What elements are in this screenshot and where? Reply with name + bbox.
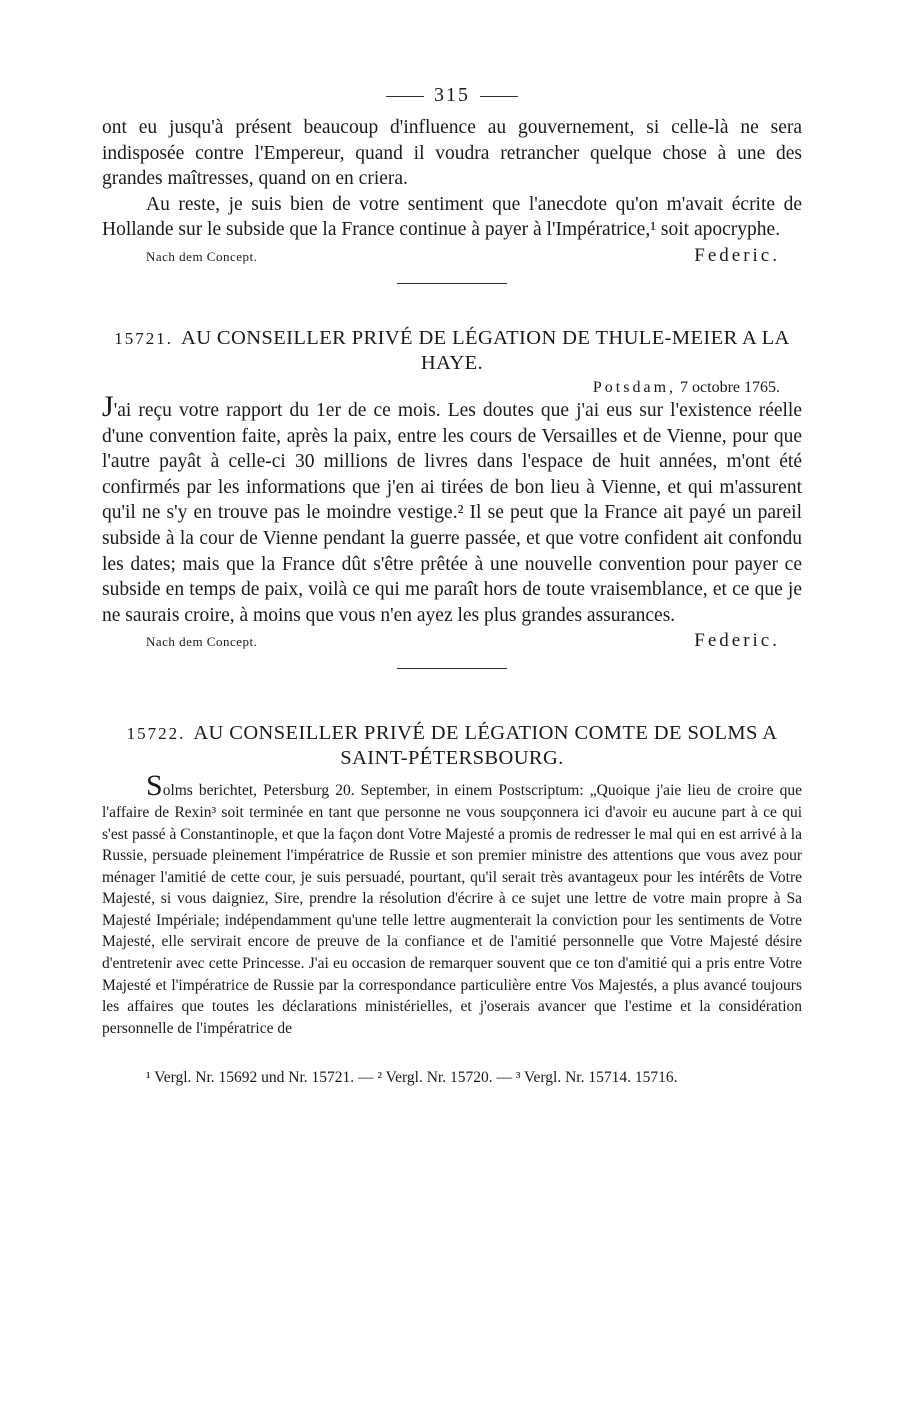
letter-number: 15722. xyxy=(126,724,186,744)
letter-heading-15721 xyxy=(102,326,802,375)
date-place: Potsdam, xyxy=(592,378,677,396)
document-page xyxy=(102,84,802,1105)
letter-title: AU CONSEILLER PRIVÉ DE LÉGATION DE THULE-MEIER A LA HAYE. xyxy=(180,326,790,374)
date-value: 7 octobre 1765. xyxy=(680,378,780,396)
dateline xyxy=(102,379,780,397)
signature: Federic. xyxy=(694,244,780,266)
section-divider xyxy=(397,668,507,669)
drop-cap: J xyxy=(102,389,114,423)
letter-body-15722 xyxy=(102,769,802,1039)
page-number-dash-right xyxy=(480,96,518,97)
signature-line-1 xyxy=(102,245,802,267)
source-note: Nach dem Concept. xyxy=(146,248,258,264)
signature-line-2 xyxy=(102,630,802,652)
continuation-paragraph-2: Au reste, je suis bien de votre sentiment que l'anecdote qu'on m'avait écrite de Hollande sur le subside que la France continue à payer à l'Impératrice,¹ soit apocryphe. xyxy=(102,193,802,241)
page-number-line xyxy=(102,84,802,107)
signature: Federic. xyxy=(694,630,780,652)
letter-heading-15722 xyxy=(102,721,802,770)
page-number-dash-left xyxy=(386,96,424,97)
source-note: Nach dem Concept. xyxy=(146,634,258,650)
drop-cap: S xyxy=(146,769,163,803)
continuation-paragraph: ont eu jusqu'à présent beaucoup d'influence au gouvernement, si celle-là ne sera indisposée contre l'Empereur, quand il voudra retrancher quelque chose à une des grandes maîtresses, quand on en criera. xyxy=(102,117,802,190)
letter-body-15721 xyxy=(102,389,802,628)
letter-title: AU CONSEILLER PRIVÉ DE LÉGATION COMTE DE SOLMS A SAINT-PÉTERSBOURG. xyxy=(193,722,778,770)
section-divider xyxy=(397,283,507,284)
letter-body-text: olms berichtet, Petersburg 20. September, in einem Postscriptum: „Quoique j'aie lieu de croire que l'affaire de Rexin³ soit terminée en tant que personne ne vous soupçonnera ici d'avoir eu aucune part à ce qui s'est passé à Constantinople, et que la façon dont Votre Majesté a promis de redresser le mal qui en est arrivé à la Russie, persuade pleinement l'impératrice de Russie et son premier ministre des attentions que vous avez pour ménager l'amitié de cette cour, je suis persuadé, pourtant, qu'il serait très avantageux pour les intérêts de Votre Majesté, si vous daigniez, Sire, prendre la résolution d'écrire à ce sujet une lettre de votre main propre à Sa Majesté Impériale; indépendamment qu'une telle lettre augmenterait la conviction pour les sentiments de Votre Majesté, elle servirait encore de preuve de la confiance et de l'amitié personnelle que Votre Majesté désire d'entretenir avec cette Princesse. J'ai eu occasion de remarquer souvent que ce ton d'amitié qui a pris entre Votre Majesté et l'impératrice de Russie par la correspondance particulière entre Vos Majestés, a plus avancé toujours les affaires que toutes les déclarations ministérielles, et j'oserais avancer que l'estime et la considération personnelle de l'impératrice de xyxy=(102,782,802,1037)
page-number: 315 xyxy=(434,84,470,106)
footnotes: ¹ Vergl. Nr. 15692 und Nr. 15721. — ² Vergl. Nr. 15720. — ³ Vergl. Nr. 15714. 15716. xyxy=(146,1069,678,1087)
letter-body-text: 'ai reçu votre rapport du 1er de ce mois. Les doutes que j'ai eus sur l'existence réelle d'une convention faite, après la paix, entre les cours de Versailles et de Vienne, pour que l'autre payât à celle-ci 30 millions de livres dans l'espace de huit années, m'ont été confirmés par les informations que j'en ai tirées de bon lieu à Vienne, et qui m'assurent qu'il ne s'y en trouve pas le moindre vestige.² Il se peut que la France ait payé un pareil subside à la cour de Vienne pendant la guerre passée, et que votre confident ait confondu les dates; mais que la France dût s'être prêtée à une nouvelle convention pour payer ce subside en temps de paix, voilà ce qui me paraît hors de toute vraisemblance, et ce que je ne saurais croire, à moins que vous n'en ayez les plus grandes assurances. xyxy=(102,399,802,626)
letter-number: 15721. xyxy=(114,328,173,348)
